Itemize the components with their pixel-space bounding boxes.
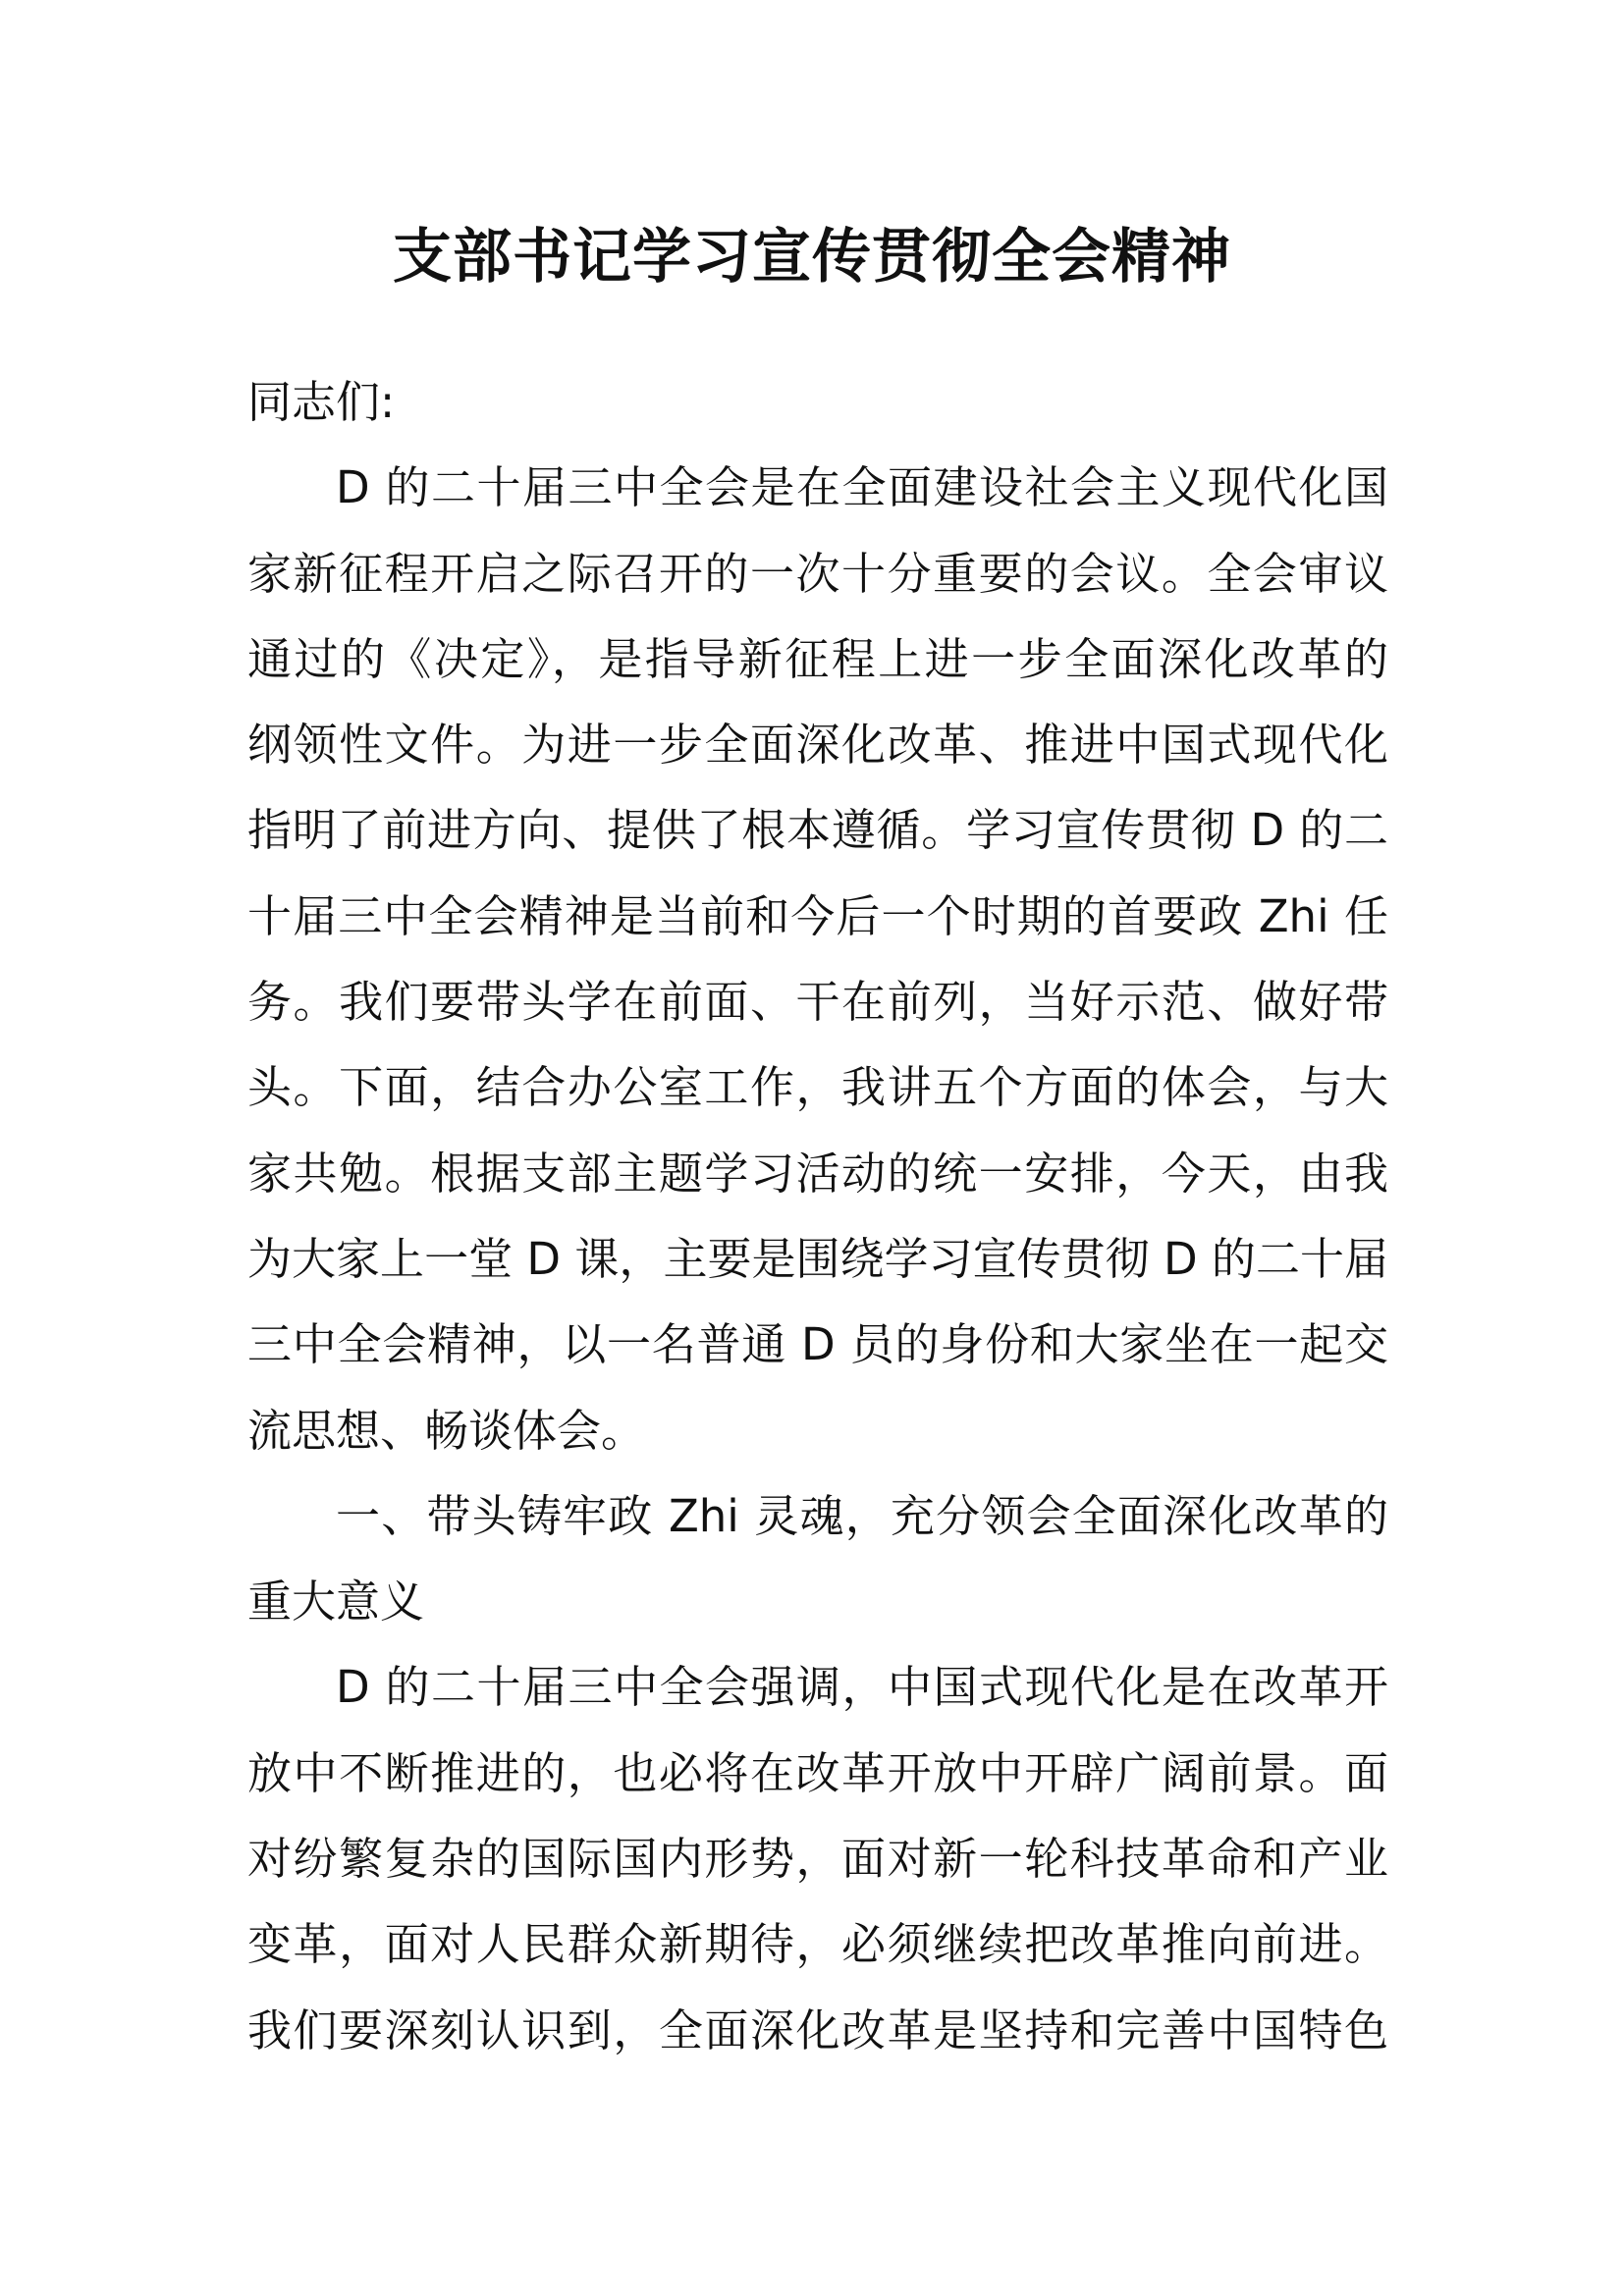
body-line: 纲领性文件。为进一步全面深化改革、推进中国式现代化 — [247, 719, 1388, 772]
body-line: 指明了前进方向、提供了根本遵循。学习宣传贯彻 D 的二 — [247, 804, 1388, 857]
body-line: 流思想、畅谈体会。 — [247, 1404, 646, 1457]
body-line: 家新征程开启之际召开的一次十分重要的会议。全会审议 — [247, 547, 1388, 600]
body-line: 对纷繁复杂的国际国内形势，面对新一轮科技革命和产业 — [247, 1833, 1388, 1886]
body-line: 三中全会精神，以一名普通 D 员的身份和大家坐在一起交 — [247, 1318, 1388, 1371]
body-line: 一、带头铸牢政 Zhi 灵魂，充分领会全面深化改革的 — [336, 1489, 1388, 1542]
body-line: D 的二十届三中全会强调，中国式现代化是在改革开 — [336, 1661, 1388, 1714]
body-line: 我们要深刻认识到，全面深化改革是坚持和完善中国特色 — [247, 2003, 1388, 2056]
body-line: 家共勉。根据支部主题学习活动的统一安排，今天，由我 — [247, 1147, 1388, 1200]
body-line: 务。我们要带头学在前面、干在前列，当好示范、做好带 — [247, 976, 1388, 1029]
body-line: 重大意义 — [247, 1575, 425, 1629]
body-line: D 的二十届三中全会是在全面建设社会主义现代化国 — [336, 461, 1388, 514]
body-line: 头。下面，结合办公室工作，我讲五个方面的体会，与大 — [247, 1061, 1388, 1114]
body-line: 变革，面对人民群众新期待，必须继续把改革推向前进。 — [247, 1918, 1388, 1971]
body-line: 放中不断推进的，也必将在改革开放中开辟广阔前景。面 — [247, 1746, 1388, 1799]
body-line: 通过的《决定》，是指导新征程上进一步全面深化改革的 — [247, 632, 1388, 685]
body-line: 十届三中全会精神是当前和今后一个时期的首要政 Zhi 任 — [247, 889, 1388, 942]
document-body — [247, 359, 1388, 2073]
document-title: 支部书记学习宣传贯彻全会精神 — [393, 223, 1231, 292]
salutation: 同志们: — [247, 376, 396, 428]
body-line: 为大家上一堂 D 课，主要是围绕学习宣传贯彻 D 的二十届 — [247, 1232, 1388, 1285]
